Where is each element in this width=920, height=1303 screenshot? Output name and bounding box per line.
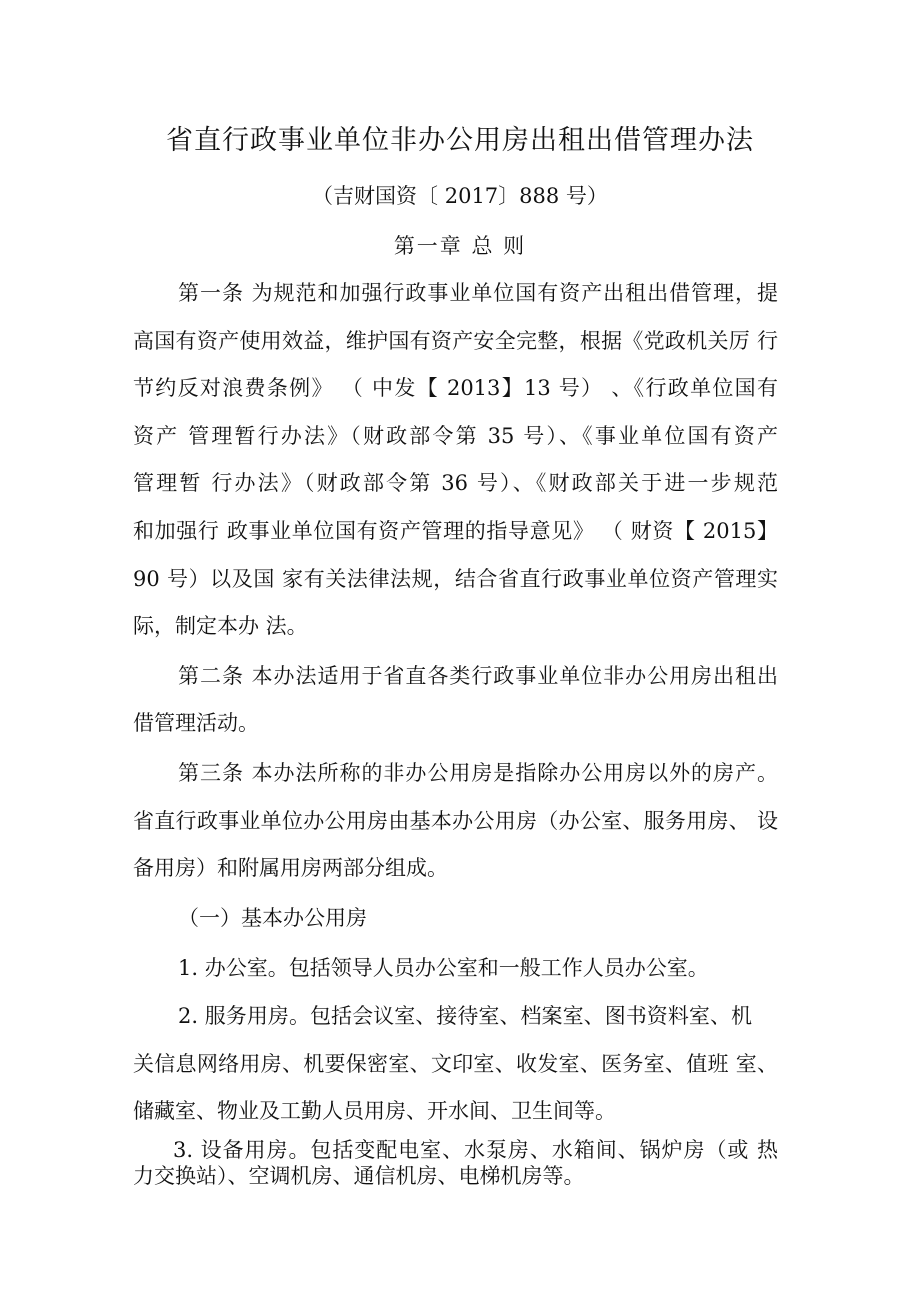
article-3-line: 备用房）和附属用房两部分组成。 [133, 856, 448, 880]
document-number: （吉财国资〔 2017〕888 号） [312, 184, 608, 208]
item-3-line: 力交换站）、空调机房、通信机房、电梯机房等。 [133, 1164, 585, 1188]
item-3-line: 3. 设备用房。包括变配电室、水泵房、水箱间、锅炉房（或 热 [173, 1138, 778, 1162]
item-2-line: 2. 服务用房。包括会议室、接待室、档案室、图书资料室、机 [178, 1004, 752, 1028]
article-1-line: 节约反对浪费条例》 （ 中发【 2013】13 号） 、《行政单位国有 [133, 376, 778, 400]
chapter-heading: 第一章 总 则 [393, 234, 527, 258]
article-1-line: 际，制定本办 法。 [133, 614, 308, 638]
item-2-line: 储藏室、物业及工勤人员用房、开水间、卫生间等。 [133, 1099, 616, 1123]
item-1-line: 1. 办公室。包括领导人员办公室和一般工作人员办公室。 [178, 956, 709, 980]
article-1-line: 管理暂 行办法》（财政部令第 36 号）、《财政部关于进一步规范 [133, 471, 778, 495]
article-1-line: 高国有资产使用效益，维护国有资产安全完整，根据《党政机关厉 行 [133, 329, 778, 353]
article-1-line: 和加强行 政事业单位国有资产管理的指导意见》 （ 财资【 2015】 [133, 519, 778, 543]
article-1-line: 90 号）以及国 家有关法律法规，结合省直行政事业单位资产管理实 [133, 567, 778, 591]
article-2-line: 第二条 本办法适用于省直各类行政事业单位非办公用房出租出 [178, 664, 778, 688]
document-title: 省直行政事业单位非办公用房出租出借管理办法 [166, 125, 754, 156]
article-3-line: 第三条 本办法所称的非办公用房是指除办公用房以外的房产。 [178, 761, 778, 785]
article-3-line: 省直行政事业单位办公用房由基本办公用房（办公室、服务用房、 设 [133, 809, 778, 833]
article-2-line: 借管理活动。 [133, 711, 259, 735]
section-heading: （一）基本办公用房 [178, 906, 367, 930]
article-1-line: 第一条 为规范和加强行政事业单位国有资产出租出借管理，提 [178, 281, 778, 305]
article-1-line: 资产 管理暂行办法》（财政部令第 35 号）、《事业单位国有资产 [133, 424, 778, 448]
item-2-line: 关信息网络用房、机要保密室、文印室、收发室、医务室、值班 室、 [133, 1052, 778, 1076]
